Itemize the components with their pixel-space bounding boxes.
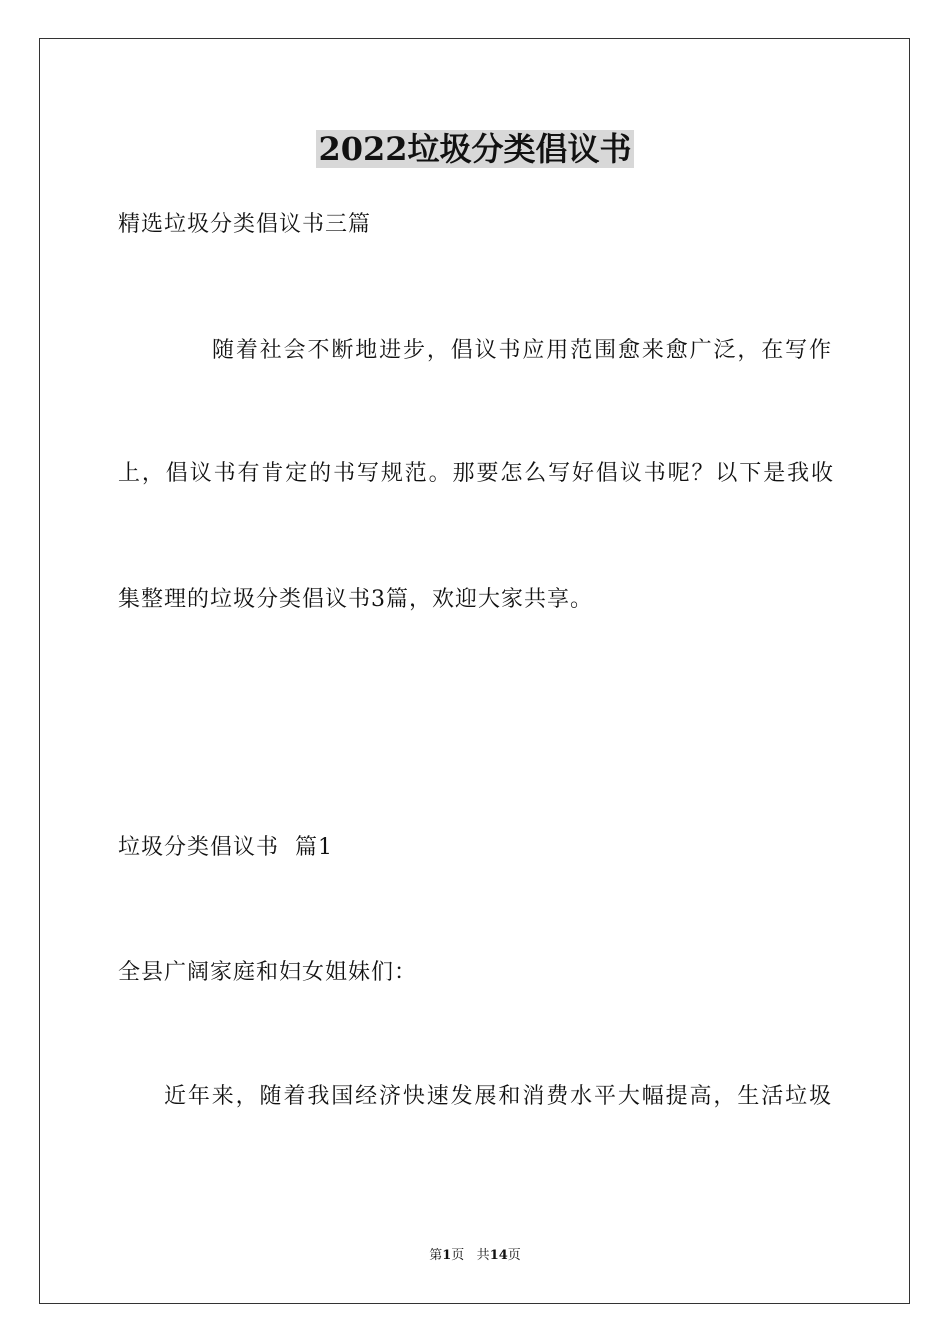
footer-total-pages: 14 (489, 1248, 508, 1263)
intro-line-1: 随着社会不断地进步，倡议书应用范围愈来愈广泛，在写作 (212, 338, 832, 363)
document-title-text: 2022垃圾分类倡议书 (318, 130, 632, 168)
salutation: 全县广阔家庭和妇女姐妹们： (118, 960, 418, 985)
section-heading: 垃圾分类倡议书 篇1 (118, 835, 333, 860)
document-title (0, 128, 950, 170)
footer-page-number: 1 (442, 1248, 452, 1263)
footer-page-prefix: 第 (429, 1248, 443, 1263)
body-line-1: 近年来，随着我国经济快速发展和消费水平大幅提高，生活垃圾 (164, 1084, 832, 1109)
footer-total-prefix: 共 (476, 1248, 490, 1263)
footer-total-suffix: 页 (507, 1248, 521, 1263)
intro-line-2: 上，倡议书有肯定的书写规范。那要怎么写好倡议书呢？以下是我收 (118, 461, 834, 486)
document-subtitle: 精选垃圾分类倡议书三篇 (118, 212, 372, 237)
intro-line-3: 集整理的垃圾分类倡议书3篇，欢迎大家共享。 (118, 587, 593, 612)
footer-page-suffix: 页 (451, 1248, 465, 1263)
page-footer (0, 1247, 950, 1265)
